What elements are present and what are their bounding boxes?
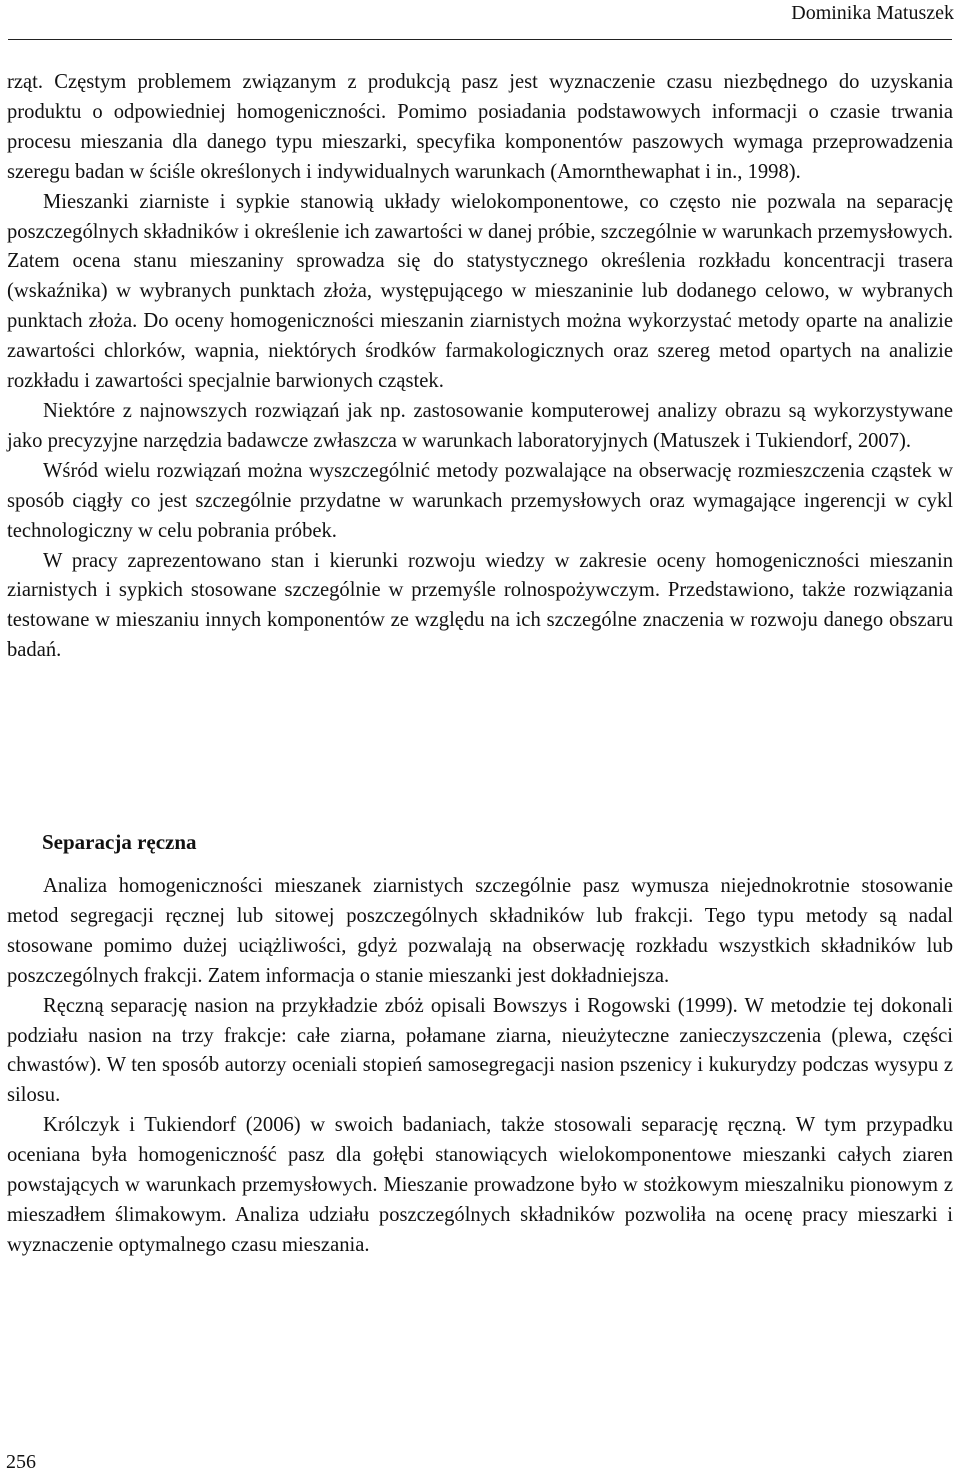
paragraph-mixtures: Mieszanki ziarniste i sypkie stanowią układy wielokomponentowe, co często nie pozwala na separację poszczególnych składników i określenie ich zawartości w danej próbie, szczególnie w warunkach przemysłowych. Zatem ocena stanu mieszaniny sprowadza się do statystycznego określenia rozkładu koncentracji trasera (wskaźnika) w wybranych punktach złoża, występującego w mieszaninie lub dodanego celowo, w wybranych punktach złoża. Do oceny homogeniczności mieszanin ziarnistych można wykorzystać metody oparte na analizie zawartości chlorków, wapnia, niektórych środków farmakologicznych oraz szereg metod opartych na analizie rozkładu i zawartości specjalnie barwionych cząstek. xyxy=(7,190,953,393)
paragraph-continuous-methods: Wśród wielu rozwiązań można wyszczególnić metody pozwalające na obserwację rozmieszczenia cząstek w sposób ciągły co jest szczególnie przydatne w warunkach przemysłowych oraz wymagające ingerencji w cykl technologiczny w celu pobrania próbek. xyxy=(7,459,953,542)
section-paragraph: Królczyk i Tukiendorf (2006) w swoich badaniach, także stosowali separację ręczną. W tym przypadku oceniana była homogeniczność pasz dla gołębi stanowiących wielokomponentowe mieszanki całych ziaren powstających w warunkach przemysłowych. Mieszanie prowadzone było w stożkowym mieszalniku pionowym z mieszadłem ślimakowym. Analiza udziału poszczególnych składników pozwoliła na ocenę pracy mieszarki i wyznaczenie optymalnego czasu mieszania. xyxy=(7,1114,953,1256)
section-paragraph: Analiza homogeniczności mieszanek ziarnistych szczególnie pasz wymusza niejednokrotnie stosowanie metod segregacji ręcznej lub sitowej poszczególnych składników lub frakcji. Tego typu metody są nadal stosowane pomimo dużej uciążliwości, gdyż pozwalają na obserwację rozkładu wszystkich składników lub poszczególnych frakcji. Zatem informacja o stanie mieszanki jest dokładniejsza. xyxy=(7,875,953,987)
page-number: 256 xyxy=(6,1451,36,1473)
section-heading: Separacja ręczna xyxy=(42,830,197,854)
paragraph-scope: W pracy zaprezentowano stan i kierunki rozwoju wiedzy w zakresie oceny homogeniczności mieszanin ziarnistych i sypkich stosowane szczególnie w przemyśle rolnospożywczym. Przedstawiono, także rozwiązania testowane w mieszaniu innych komponentów ze względu na ich szczególne znaczenia w rozwoju danego obszaru badań. xyxy=(7,549,953,662)
header-rule xyxy=(8,39,952,40)
paragraph-continuation: rząt. Częstym problemem związanym z produkcją pasz jest wyznaczenie czasu niezbędnego do uzyskania produktu o odpowiedniej homogeniczności. Pomimo posiadania podstawowych informacji o czasie trwania procesu mieszania dla danego typu mieszarki, specyfika komponentów paszowych wymaga przeprowadzenia szeregu badan w ściśle określonych i indywidualnych warunkach (Amornthewaphat i in., 1998). xyxy=(7,71,953,183)
running-header-author: Dominika Matuszek xyxy=(791,2,954,24)
section-paragraph: Ręczną separację nasion na przykładzie zbóż opisali Bowszys i Rogowski (1999). W metodzie tej dokonali podziału nasion na trzy frakcje: całe ziarna, połamane ziarna, nieużyteczne zanieczyszczenia (plewa, części chwastów). W ten sposób autorzy oceniali stopień samosegregacji nasion pszenicy i kukurydzy podczas wysypu z silosu. xyxy=(7,994,953,1107)
section-text-block xyxy=(7,872,953,1261)
intro-text-block xyxy=(7,68,953,666)
paragraph-image-analysis: Niektóre z najnowszych rozwiązań jak np. zastosowanie komputerowej analizy obrazu są wykorzystywane jako precyzyjne narzędzia badawcze zwłaszcza w warunkach laboratoryjnych (Matuszek i Tukiendorf, 2007). xyxy=(7,399,953,452)
